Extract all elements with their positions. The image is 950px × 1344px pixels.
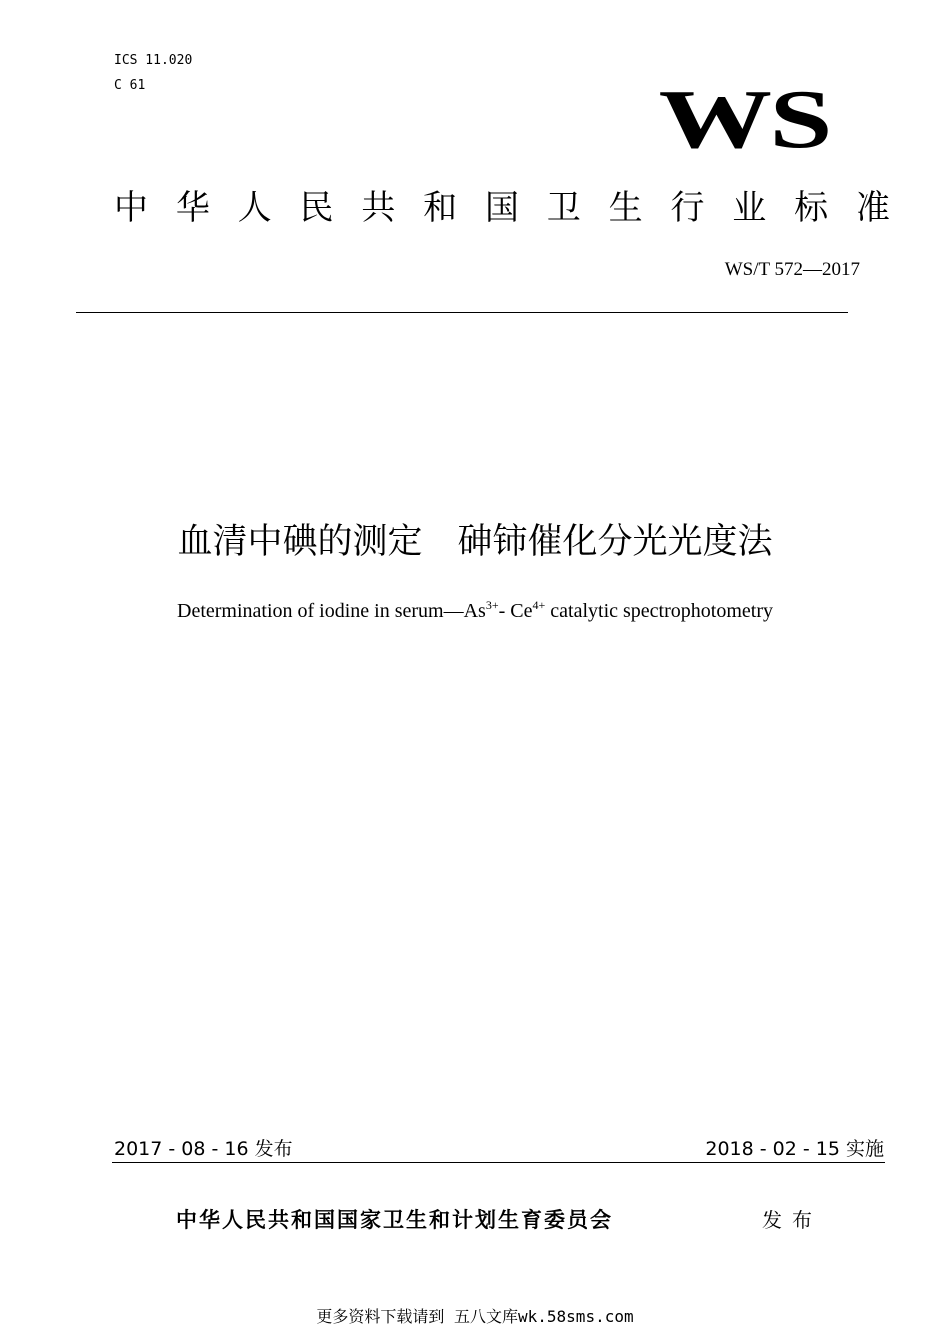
category-char: 华 <box>175 188 210 228</box>
ws-logo: WS <box>658 73 830 166</box>
title-en-prefix: Determination of iodine in serum—As <box>177 600 486 622</box>
category-char: 业 <box>732 188 767 228</box>
title-en-sup-as: 3+ <box>485 598 499 612</box>
ics-code: ICS 11.020 <box>114 53 193 68</box>
category-char: 行 <box>670 188 705 228</box>
classification-codes <box>114 48 192 98</box>
category-char: 标 <box>794 188 829 228</box>
publish-label: 发布 <box>762 1208 822 1232</box>
title-en-mid: - Ce <box>498 600 533 622</box>
top-divider <box>76 312 848 313</box>
title-chinese: 血清中碘的测定 砷铈催化分光光度法 <box>177 522 773 562</box>
implementation-date: 2018 - 02 - 15 实施 <box>705 1138 884 1160</box>
category-char: 和 <box>423 188 458 228</box>
category-char: 中 <box>114 188 148 228</box>
standard-category <box>114 188 890 228</box>
category-char: 民 <box>299 188 334 228</box>
ccs-code: C 61 <box>114 78 146 93</box>
download-watermark: 更多资料下载请到 五八文库wk.58sms.com <box>316 1307 634 1326</box>
title-en-sup-ce: 4+ <box>532 598 546 612</box>
category-char: 准 <box>855 188 890 228</box>
title-en-suffix: catalytic spectrophotometry <box>545 600 773 622</box>
category-char: 卫 <box>546 188 581 228</box>
title-english <box>0 597 950 625</box>
bottom-divider <box>112 1162 885 1163</box>
category-char: 国 <box>484 188 519 228</box>
standard-number: WS/T 572—2017 <box>724 259 860 280</box>
category-char: 人 <box>237 188 272 228</box>
category-char: 共 <box>361 188 396 228</box>
issuing-authority: 中华人民共和国国家卫生和计划生育委员会 <box>176 1208 613 1232</box>
category-char: 生 <box>608 188 643 228</box>
issue-date: 2017 - 08 - 16 发布 <box>114 1138 293 1160</box>
